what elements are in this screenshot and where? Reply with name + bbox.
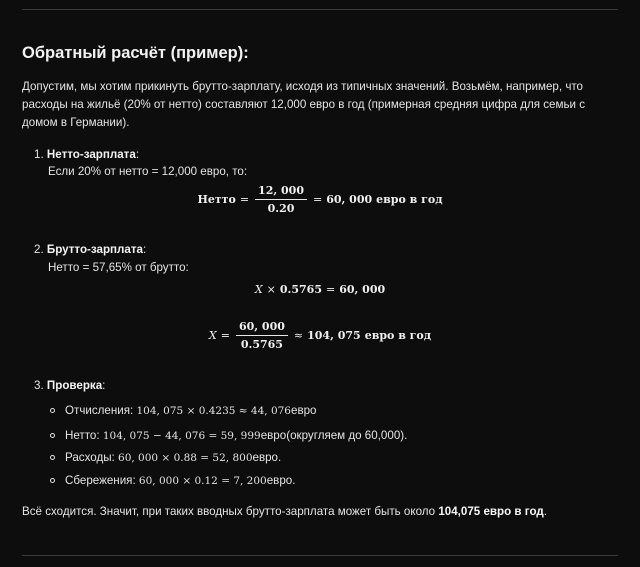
check-item-unit: евро <box>252 451 279 464</box>
bottom-divider <box>22 555 618 556</box>
formula-netto-fraction <box>255 184 307 215</box>
intro-paragraph: Допустим, мы хотим прикинуть брутто-зарплату, исходя из типичных значений. Возьмём, например, что расходы на жильё (20% от нетто) составляют 12,000 евро в год (примерная средняя цифра для семьи с домом в Германии). <box>22 80 586 129</box>
step-2-text: Нетто = 57,65% от брутто: <box>48 261 189 274</box>
formula-brutto-2-fraction <box>236 320 288 351</box>
bullet-circle-icon <box>50 478 55 483</box>
check-item-unit: евро <box>266 474 293 487</box>
bullet-circle-icon <box>50 433 55 438</box>
formula-brutto-1-var: X <box>254 283 263 296</box>
formula-netto-unit: евро в год <box>376 193 443 206</box>
check-item-unit: евро <box>260 429 287 442</box>
step-2-title: Брутто-зарплата <box>46 243 143 256</box>
list-item <box>50 451 281 464</box>
check-item-label: Расходы: <box>65 451 115 464</box>
step-1-text: Если 20% от нетто = 12,000 евро, то: <box>48 165 248 178</box>
formula-brutto-2-unit: евро в год <box>364 329 432 342</box>
list-item <box>50 404 317 417</box>
step-3-colon: : <box>102 379 106 392</box>
check-item-expr: 60, 000 × 0.12 = 7, 200 <box>138 474 267 487</box>
step-3-title: Проверка <box>46 379 103 392</box>
formula-netto-numerator: 12, 000 <box>255 184 307 200</box>
formula-netto-lhs: Нетто <box>197 193 236 206</box>
check-item-label: Нетто: <box>65 429 100 442</box>
check-item-expr: 60, 000 × 0.88 = 52, 800 <box>118 451 253 464</box>
formula-brutto-1 <box>0 283 640 296</box>
step-3-number: 3. <box>34 379 44 392</box>
formula-netto-eq2: = <box>312 193 323 206</box>
step-2-heading <box>34 241 146 258</box>
step-2-colon: : <box>143 243 147 256</box>
list-item <box>50 474 295 487</box>
formula-brutto-2-result: 104, 075 <box>307 329 361 342</box>
bullet-circle-icon <box>50 455 55 460</box>
step-1-title: Нетто-зарплата <box>46 148 136 161</box>
formula-brutto-1-eq: = <box>326 283 336 296</box>
formula-netto-denominator: 0.20 <box>267 202 295 215</box>
step-2-number: 2. <box>34 243 44 256</box>
section-heading: Обратный расчёт (пример): <box>22 44 249 62</box>
check-item-expr: 104, 075 − 44, 076 = 59, 999 <box>102 429 261 442</box>
formula-brutto-2-var: X <box>208 329 217 342</box>
formula-brutto-2-eq: = <box>220 329 230 342</box>
conclusion-text: Всё сходится. Значит, при таких вводных брутто-зарплата может быть около <box>22 505 439 518</box>
bullet-circle-icon <box>50 408 55 413</box>
step-3-heading <box>34 377 105 394</box>
conclusion-end: . <box>543 505 547 518</box>
formula-brutto-2-approx: ≈ <box>293 329 304 342</box>
check-item-tail: . <box>292 474 296 487</box>
formula-netto-eq: = <box>239 193 250 206</box>
step-1-heading <box>34 146 139 163</box>
top-divider <box>22 9 618 10</box>
check-item-expr: 104, 075 × 0.4235 ≈ 44, 076 <box>136 404 291 417</box>
formula-brutto-2-denominator: 0.5765 <box>240 338 283 351</box>
formula-brutto-1-factor: 0.5765 <box>279 283 322 296</box>
formula-brutto-1-op: × <box>266 283 276 296</box>
step-1-number: 1. <box>34 148 44 161</box>
formula-brutto-2 <box>0 320 640 351</box>
check-item-tail: . <box>278 451 282 464</box>
check-item-label: Отчисления: <box>65 404 134 417</box>
formula-netto-result: 60, 000 <box>326 193 373 206</box>
formula-brutto-1-result: 60, 000 <box>339 283 386 296</box>
check-item-label: Сбережения: <box>65 474 136 487</box>
conclusion-highlight: 104,075 евро в год <box>438 505 544 518</box>
conclusion-paragraph <box>22 505 547 518</box>
formula-brutto-2-numerator: 60, 000 <box>236 320 288 336</box>
formula-netto <box>0 184 640 215</box>
list-item <box>50 429 407 442</box>
check-item-unit: евро <box>291 404 317 417</box>
step-1-colon: : <box>135 148 140 161</box>
check-item-tail: (округляем до 60,000). <box>286 429 408 442</box>
